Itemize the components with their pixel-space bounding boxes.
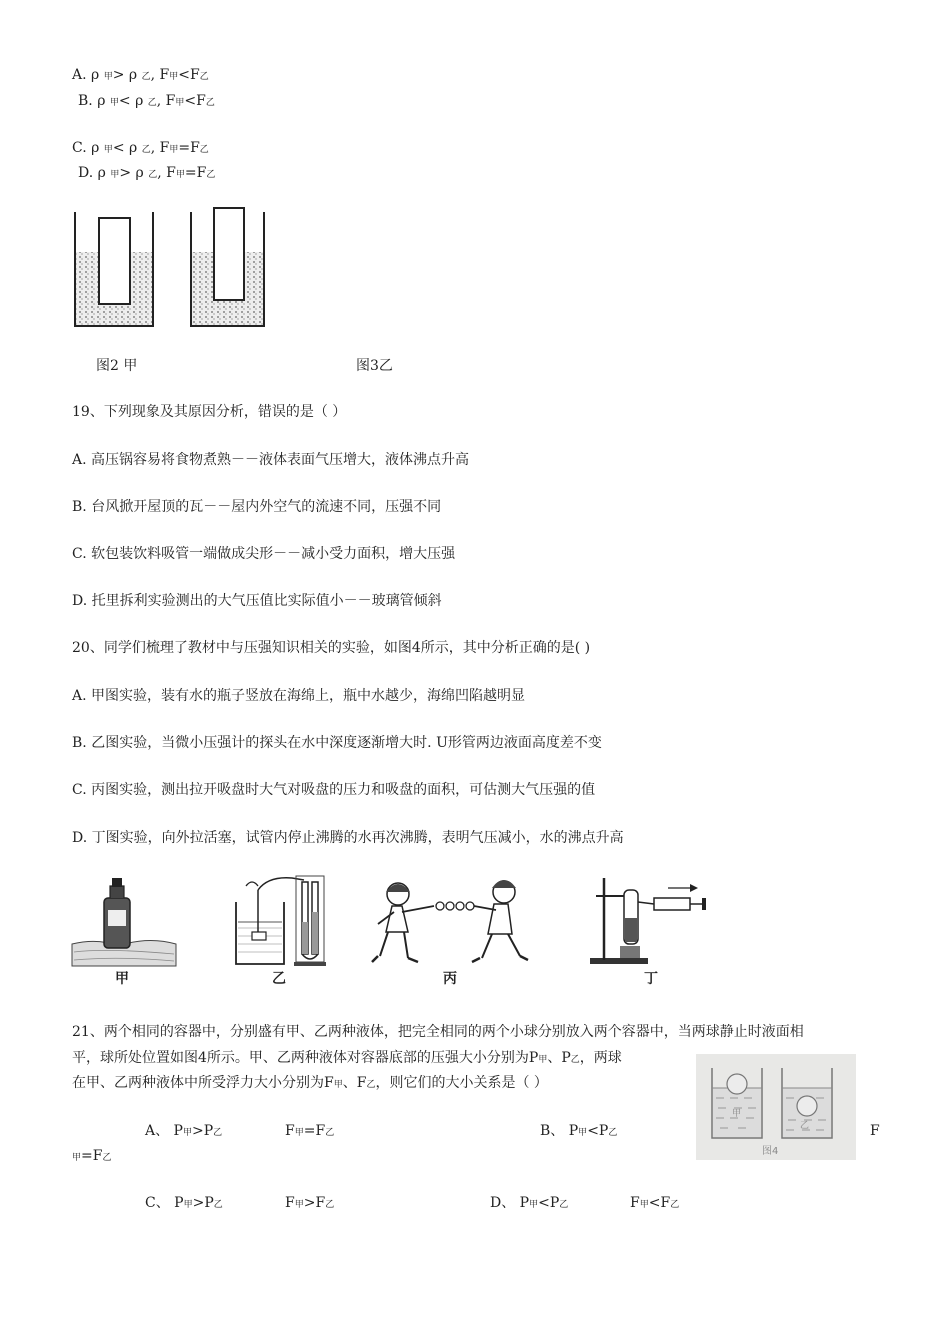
q20-label-jia: 甲 — [115, 971, 129, 987]
q21-stem-line2: 平，球所处位置如图4所示。甲、乙两种液体对容器底部的压强大小分别为P甲、P乙，两球 — [72, 1050, 622, 1066]
bottle-on-sponge-illustration — [72, 878, 176, 966]
suction-cup-tug-illustration — [372, 880, 528, 962]
q19-option-c: C. 软包装饮料吸管一端做成尖形－－减小受力面积，增大压强 — [72, 546, 456, 562]
q21-figure-caption: 图4 — [762, 1146, 779, 1157]
pressure-gauge-illustration — [236, 876, 326, 966]
q21-figure-label-yi: 乙 — [800, 1121, 810, 1131]
q21-option-c: C、 P甲>P乙 — [145, 1195, 223, 1211]
container-left — [75, 212, 153, 326]
q21-option-a: A、 P甲>P乙 — [145, 1123, 223, 1139]
q20-option-d: D. 丁图实验，向外拉活塞，试管内停止沸腾的水再次沸腾，表明气压减小，水的沸点升高 — [72, 830, 624, 846]
q19-option-a: A. 高压锅容易将食物煮熟－－液体表面气压增大，液体沸点升高 — [72, 452, 470, 468]
boiling-syringe-illustration — [590, 878, 706, 964]
q21-figure-label-jia: 甲 — [732, 1109, 742, 1119]
q20-option-b: B. 乙图实验，当微小压强计的探头在水中深度逐渐增大时. U形管两边液面高度差不变 — [72, 735, 602, 751]
q21-option-d-force: F甲<F乙 — [630, 1195, 680, 1211]
q20-label-bing: 丙 — [443, 971, 457, 987]
q20-label-ding: 丁 — [644, 971, 658, 987]
container-right — [191, 208, 264, 326]
q18-caption-right: 图3乙 — [356, 358, 393, 374]
q18-option-a: A. ρ 甲> ρ 乙, F甲<F乙 — [72, 67, 209, 83]
q18-option-b: B. ρ 甲< ρ 乙, F甲<F乙 — [78, 93, 215, 109]
q21-option-a-force: F甲=F乙 — [285, 1123, 335, 1139]
q20-experiments-figure — [68, 872, 708, 992]
q21-option-b-force-start: F — [870, 1123, 880, 1139]
q20-label-yi: 乙 — [272, 971, 286, 987]
q20-option-c: C. 丙图实验，测出拉开吸盘时大气对吸盘的压力和吸盘的面积，可估测大气压强的值 — [72, 782, 596, 798]
q20-stem: 20、同学们梳理了教材中与压强知识相关的实验，如图4所示，其中分析正确的是( ) — [72, 640, 591, 656]
q21-figure-4 — [696, 1054, 856, 1160]
q21-option-d: D、 P甲<P乙 — [490, 1195, 569, 1211]
q18-caption-left: 图2 甲 — [96, 358, 138, 374]
q19-stem: 19、下列现象及其原因分析，错误的是（ ） — [72, 404, 347, 420]
q21-stem-line3: 在甲、乙两种液体中所受浮力大小分别为F甲、F乙，则它们的大小关系是（ ） — [72, 1075, 548, 1091]
q21-option-c-force: F甲>F乙 — [285, 1195, 335, 1211]
q18-option-d: D. ρ 甲> ρ 乙, F甲=F乙 — [78, 165, 216, 181]
q20-option-a: A. 甲图实验，装有水的瓶子竖放在海绵上，瓶中水越少，海绵凹陷越明显 — [72, 688, 526, 704]
q19-option-b: B. 台风掀开屋顶的瓦－－屋内外空气的流速不同，压强不同 — [72, 499, 442, 515]
q21-option-b: B、 P甲<P乙 — [540, 1123, 618, 1139]
q21-stem-line1: 21、两个相同的容器中，分别盛有甲、乙两种液体，把完全相同的两个小球分别放入两个容器中，当两球静止时液面相 — [72, 1024, 804, 1040]
q19-option-d: D. 托里拆利实验测出的大气压值比实际值小－－玻璃管倾斜 — [72, 593, 442, 609]
q18-option-c: C. ρ 甲< ρ 乙, F甲=F乙 — [72, 140, 209, 156]
q21-option-b-force-end: 甲=F乙 — [72, 1148, 112, 1164]
q18-container-figure — [66, 200, 272, 332]
